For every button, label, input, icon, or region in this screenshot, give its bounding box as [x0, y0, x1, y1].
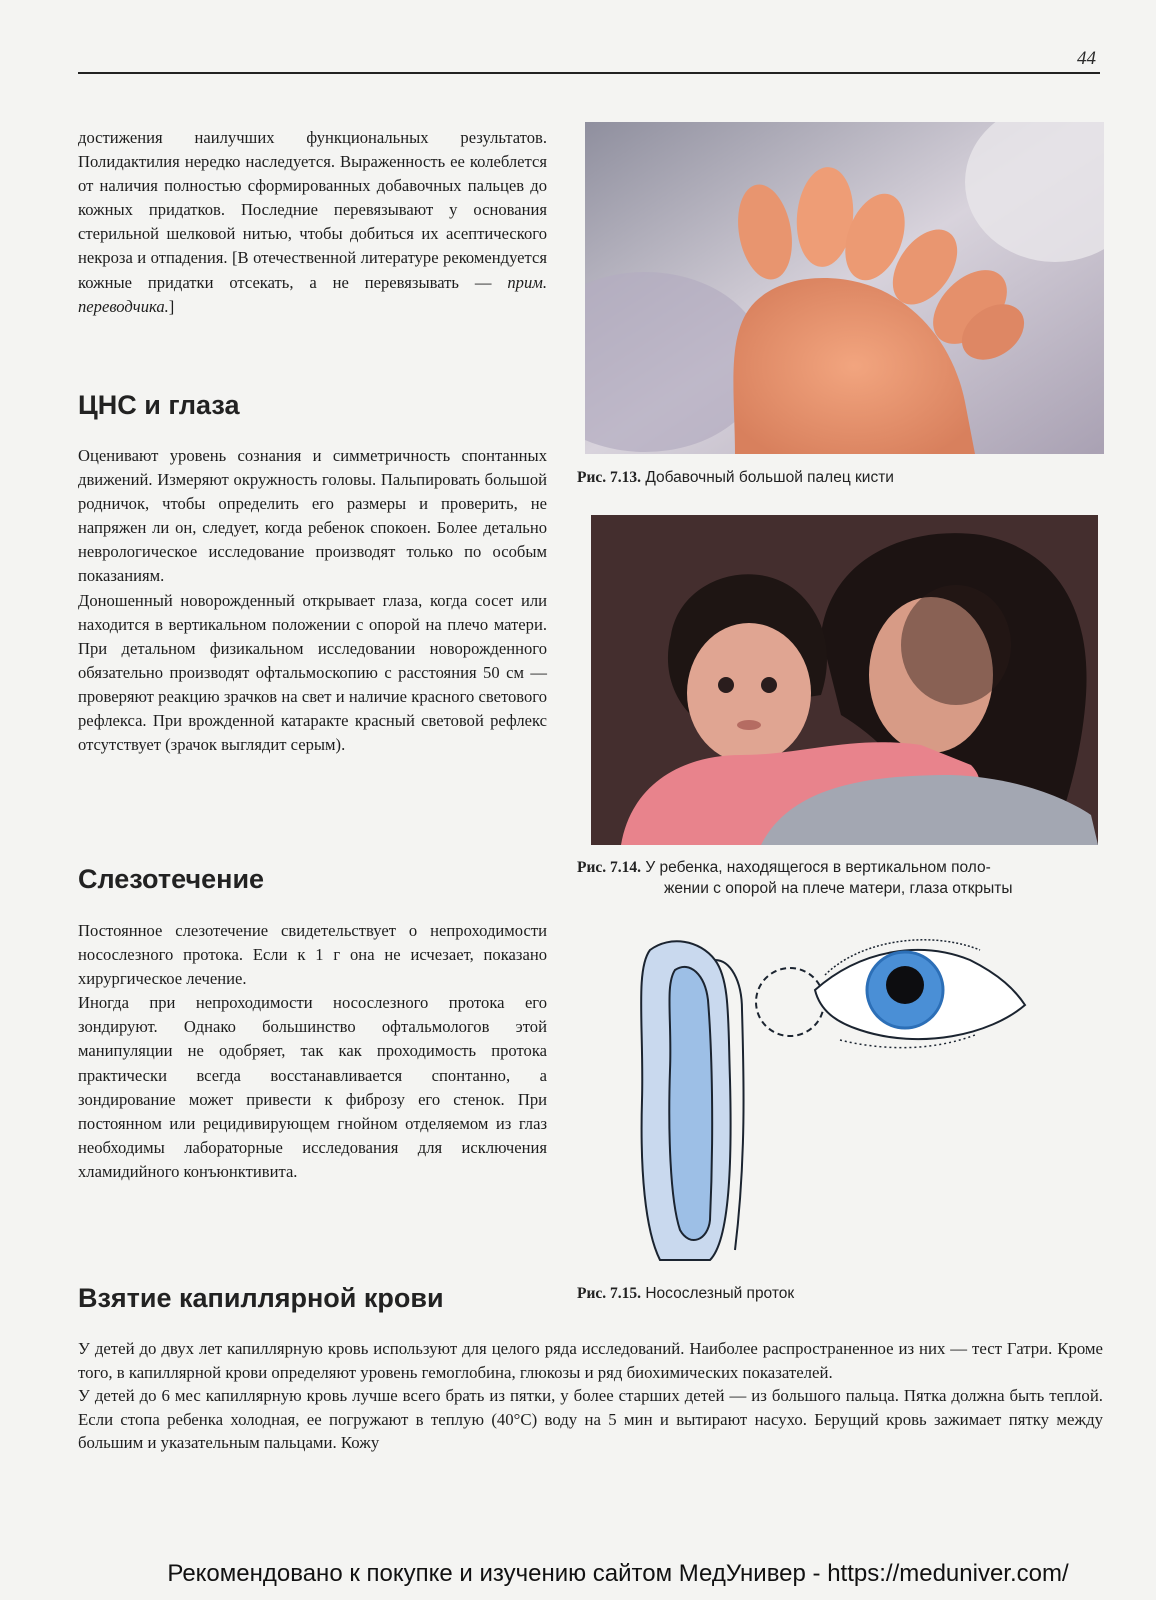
cns-paragraph-1: Оценивают уровень сознания и симметричность спонтанных движений. Измеряют окружность головы. Пальпировать большой родничок, чтобы определить его размеры и проверить, не напряжен ли он, следует, когда ребенок спокоен. Более детально неврологическое исследование производят только по особым показаниям.: [78, 446, 547, 586]
figure-7-14-photo: [591, 515, 1098, 845]
capillary-section-body: [78, 1337, 1103, 1455]
heading-cns-eyes: ЦНС и глаза: [78, 390, 240, 420]
nasolacrimal-duct-diagram: [630, 930, 1070, 1270]
tearing-section-body: [78, 919, 547, 1184]
footer-promo-banner: Рекомендовано к покупке и изучению сайтом МедУнивер - https://meduniver.com/: [167, 1560, 1069, 1587]
figure-7-14-label: Рис. 7.14.: [577, 859, 642, 876]
bracket-close: ]: [168, 296, 175, 316]
heading-tearing: Слезотечение: [78, 864, 265, 894]
capillary-paragraph-1: У детей до двух лет капиллярную кровь используют для целого ряда исследований. Наиболее распространенное из них — тест Гатри. Кроме того, в капиллярной крови определяют уровень гемоглобина, глюкозы и ряд биохимических показателей.: [78, 1339, 1103, 1382]
figure-7-14-caption: [577, 857, 1107, 899]
tearing-paragraph-1: Постоянное слезотечение свидетельствует о непроходимости носослезного протока. Если к 1 г она не исчезает, показано хирургическое лечение.: [78, 921, 547, 989]
cns-section-body: [78, 444, 547, 757]
figure-7-15-caption-text: Носослезный проток: [645, 1285, 795, 1302]
figure-7-14-caption-line-2: жении с опорой на плече матери, глаза открыты: [664, 880, 1013, 897]
figure-7-13-label: Рис. 7.13.: [577, 469, 642, 486]
tearing-paragraph-2: Иногда при непроходимости носослезного протока его зондируют. Однако большинство офтальмологов этой манипуляции не одобряет, так как проходимость протока практически всегда восстанавливается спонтанно, а зондирование может привести к фиброзу его стенок. При постоянном или рецидивирующем гнойном отделяемом из глаз необходимы лабораторные исследования для исключения хламидийного конъюнктивита.: [78, 993, 547, 1181]
figure-7-14-caption-text-1: У ребенка, находящегося в вертикальном поло-: [645, 859, 991, 876]
top-rule: [78, 72, 1100, 74]
page-number: 44: [1077, 48, 1096, 69]
figure-7-14-caption-line-1: [577, 857, 1107, 878]
figure-7-13-caption-text: Добавочный большой палец кисти: [645, 469, 894, 486]
figure-7-13-caption: [577, 467, 894, 488]
left-column: [78, 126, 547, 319]
translator-note: прим. переводчика.: [78, 272, 547, 316]
figure-7-15-diagram: [630, 930, 1070, 1270]
figure-7-15-caption: [577, 1283, 794, 1304]
figure-7-15-label: Рис. 7.15.: [577, 1285, 642, 1302]
figure-7-13-photo: [585, 122, 1104, 454]
intro-text: достижения наилучших функциональных результатов. Полидактилия нередко наследуется. Выраженность ее колеблется от наличия полностью сформированных добавочных пальцев до кожных придатков. Последние перевязывают у основания стерильной шелковой нитью, чтобы добиться их асептического некроза и отпадения. [В отечественной литературе рекомендуется кожные придатки отсекать, а не перевязывать —: [78, 128, 547, 292]
cns-paragraph-2: Доношенный новорожденный открывает глаза, когда сосет или находится в вертикальном положении с опорой на плечо матери. При детальном физикальном исследовании новорожденного обязательно производят офтальмоскопию с расстояния 50 см — проверяют реакцию зрачков на свет и наличие красного светового рефлекса. При врожденной катаракте красный световой рефлекс отсутствует (зрачок выглядит серым).: [78, 590, 547, 755]
intro-paragraph: [78, 126, 547, 319]
mother-baby-photo-illustration: [591, 515, 1098, 845]
capillary-paragraph-2: У детей до 6 мес капиллярную кровь лучше всего брать из пятки, у более старших детей — из большого пальца. Пятка должна быть теплой. Если стопа ребенка холодная, ее погружают в теплую (40°С) воду на 5 мин и вытирают насухо. Берущий кровь зажимает пятку между большим и указательным пальцами. Кожу: [78, 1386, 1103, 1452]
heading-capillary-blood: Взятие капиллярной крови: [78, 1283, 444, 1313]
hand-photo-illustration: [585, 122, 1104, 454]
